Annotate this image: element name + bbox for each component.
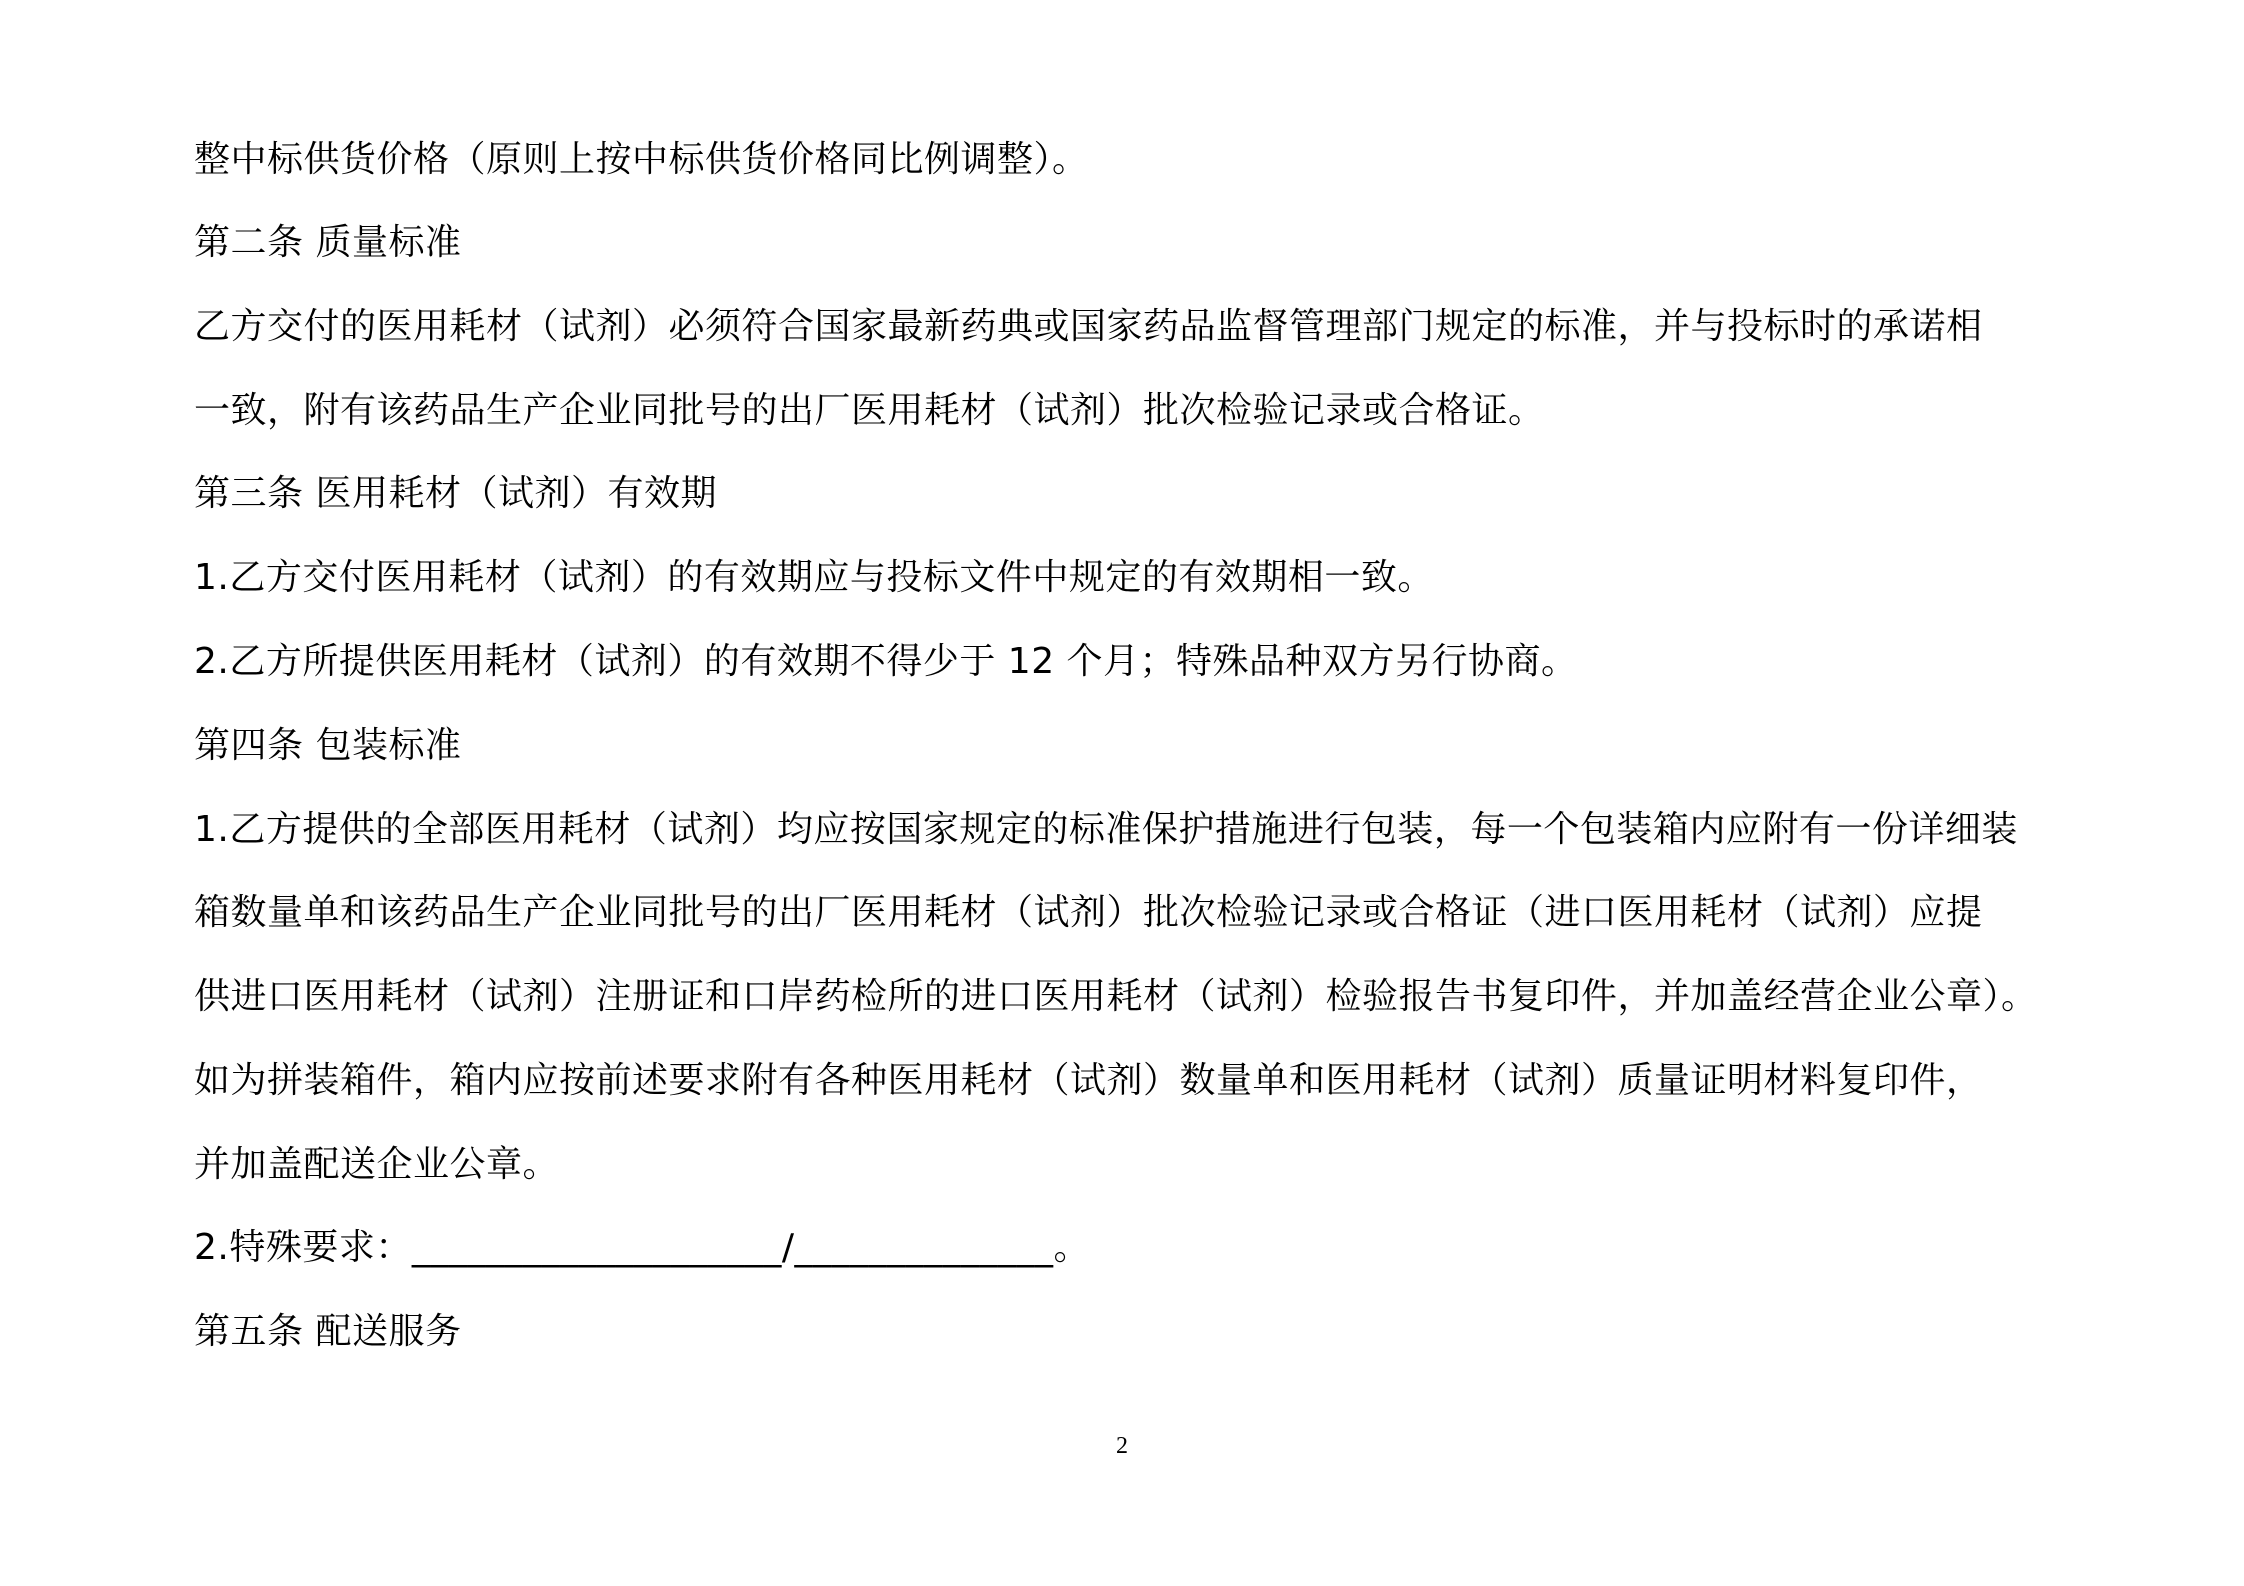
- paragraph-line: 箱数量单和该药品生产企业同批号的出厂医用耗材（试剂）批次检验记录或合格证（进口医用耗材（试剂）应提: [194, 892, 1983, 933]
- paragraph-line: 1.乙方提供的全部医用耗材（试剂）均应按国家规定的标准保护措施进行包装，每一个包装箱内应附有一份详细装: [194, 809, 2018, 850]
- section-heading-4: 第四条 包装标准: [194, 725, 462, 766]
- paragraph-line: 供进口医用耗材（试剂）注册证和口岸药检所的进口医用耗材（试剂）检验报告书复印件，并加盖经营企业公章）。: [194, 976, 2038, 1017]
- paragraph-line: 整中标供货价格（原则上按中标供货价格同比例调整）。: [194, 139, 1089, 180]
- section-heading-5: 第五条 配送服务: [194, 1311, 462, 1352]
- page-number: 2: [1116, 1433, 1128, 1459]
- paragraph-line: 如为拼装箱件，箱内应按前述要求附有各种医用耗材（试剂）数量单和医用耗材（试剂）质量证明材料复印件，: [194, 1060, 1983, 1101]
- paragraph-line: 2.乙方所提供医用耗材（试剂）的有效期不得少于 12 个月；特殊品种双方另行协商。: [194, 641, 1578, 682]
- paragraph-line: 并加盖配送企业公章。: [194, 1144, 560, 1185]
- paragraph-line: 乙方交付的医用耗材（试剂）必须符合国家最新药典或国家药品监督管理部门规定的标准，并与投标时的承诺相: [194, 306, 1983, 347]
- section-heading-3: 第三条 医用耗材（试剂）有效期: [194, 473, 717, 514]
- paragraph-line: 一致，附有该药品生产企业同批号的出厂医用耗材（试剂）批次检验记录或合格证。: [194, 390, 1545, 431]
- special-requirements-line: 2.特殊要求：____________________/______________。: [194, 1227, 1090, 1268]
- paragraph-line: 1.乙方交付医用耗材（试剂）的有效期应与投标文件中规定的有效期相一致。: [194, 557, 1434, 598]
- section-heading-2: 第二条 质量标准: [194, 222, 462, 263]
